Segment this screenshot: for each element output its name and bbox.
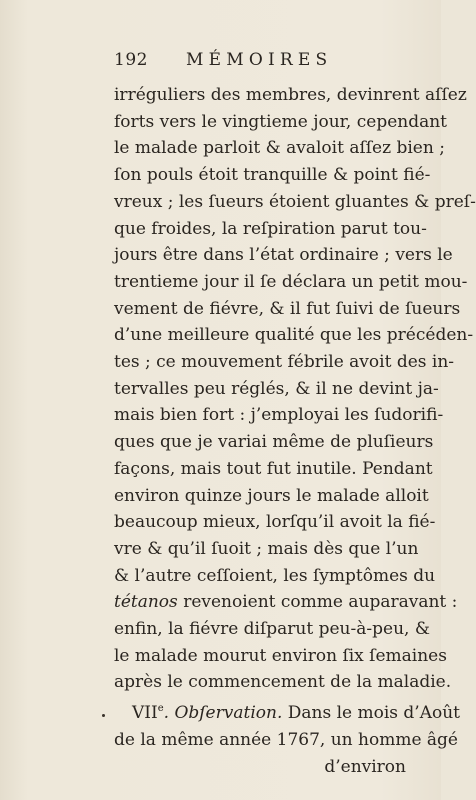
text-line: vreux ; les ſueurs étoient gluantes & preſ- xyxy=(114,191,476,212)
text-line: façons, mais tout fut inutile. Pendant xyxy=(114,458,433,479)
text-line: après le commencement de la maladie. xyxy=(114,672,452,693)
text-line: tes ; ce mouvement fébrile avoit des in- xyxy=(114,352,455,373)
ink-speck xyxy=(102,714,105,717)
catchword-line: d’environ xyxy=(324,756,406,777)
text-line: forts vers le vingtieme jour, cependant xyxy=(114,111,448,132)
text-line: ques que je variai même de pluſieurs xyxy=(114,432,434,453)
text-line: vement de fiévre, & il fut ſuivi de ſueurs xyxy=(114,298,461,319)
text-line: le malade mourut environ ſix ſemaines xyxy=(114,645,447,666)
text-line: de la même année 1767, un homme âgé xyxy=(114,729,458,750)
observation-label: . Obſervation. xyxy=(163,703,283,724)
observation-numeral-sup: e xyxy=(157,703,164,715)
text-line: mais bien fort : j’employai les ſudorifi- xyxy=(114,405,444,426)
observation-heading-line xyxy=(114,696,460,727)
text-line: irréguliers des membres, devinrent aſſez xyxy=(114,85,467,105)
text-line: d’une meilleure qualité que les précéden- xyxy=(114,325,474,346)
text-line: enfin, la fiévre diſparut peu-à-peu, & xyxy=(114,619,430,640)
text-line: que froides, la reſpiration parut tou- xyxy=(114,218,427,239)
running-title: MÉMOIRES xyxy=(186,50,333,70)
text-line: jours être dans l’état ordinaire ; vers le xyxy=(114,245,453,266)
text-line: beaucoup mieux, lorſqu’il avoit la fié- xyxy=(114,512,436,533)
body-text xyxy=(114,82,476,780)
observation-rest: Dans le mois d’Août xyxy=(282,703,460,724)
text-line: le malade parloit & avaloit aſſez bien ; xyxy=(114,138,445,159)
text-line-tetanos xyxy=(114,589,458,616)
page-number: 192 xyxy=(114,50,148,70)
text-line: vre & qu’il ſuoit ; mais dès que l’un xyxy=(114,538,419,559)
text-line-rest: revenoient comme auparavant : xyxy=(183,592,458,613)
text-line: ſon pouls étoit tranquille & point fié- xyxy=(114,165,431,186)
page-header xyxy=(114,50,404,76)
observation-numeral: VII xyxy=(132,703,158,724)
tetanos-word: tétanos xyxy=(114,592,178,613)
text-line: tervalles peu réglés, & il ne devint ja- xyxy=(114,378,439,399)
text-line: trentieme jour il ſe déclara un petit mou- xyxy=(114,271,468,292)
text-line: & l’autre ceſſoient, les ſymptômes du xyxy=(114,565,436,586)
text-line: environ quinze jours le malade alloit xyxy=(114,485,429,506)
